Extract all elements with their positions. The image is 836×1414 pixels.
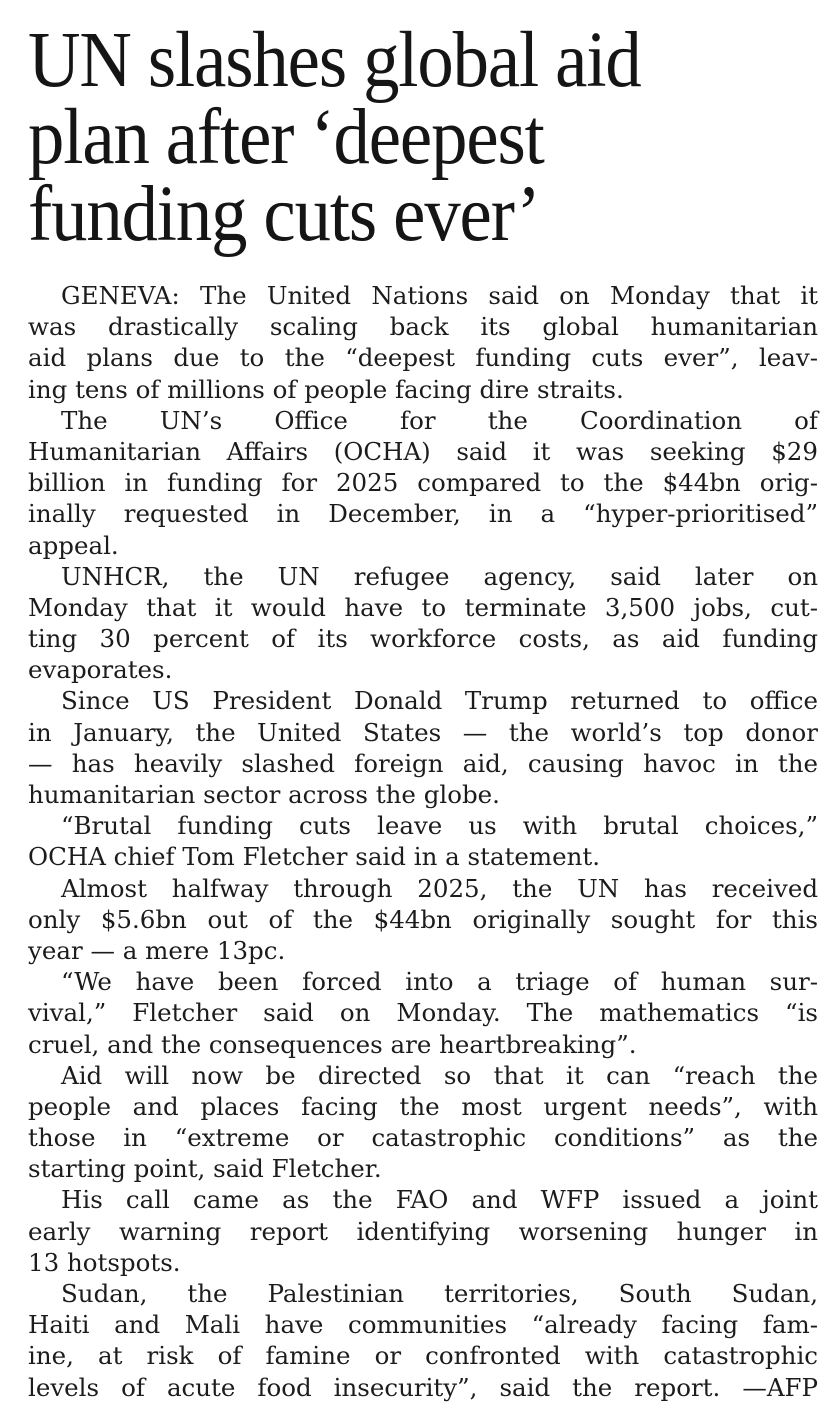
paragraph-us-cuts	[28, 685, 818, 810]
text-line: cruel, and the consequences are heartbreaking”.	[28, 1029, 637, 1059]
text-line: “We have been forced into a triage of human sur-	[61, 967, 818, 997]
text-line: was drastically scaling back its global humanitarian	[28, 312, 818, 342]
text-line: His call came as the FAO and WFP issued a joint	[61, 1185, 818, 1215]
text-line: The UN’s Office for the Coordination of	[61, 405, 818, 435]
text-line: year — a mere 13pc.	[28, 935, 286, 965]
text-line: billion in funding for 2025 compared to the $44bn orig-	[28, 468, 818, 498]
headline	[28, 0, 818, 258]
headline-line: UN slashes global aid	[28, 17, 641, 104]
text-line: GENEVA: The United Nations said on Monday that it	[61, 281, 818, 310]
text-line: UNHCR, the UN refugee agency, said later on	[61, 561, 818, 591]
text-line: “Brutal funding cuts leave us with brutal choices,”	[61, 811, 818, 841]
text-line: people and places facing the most urgent needs”, with	[28, 1091, 818, 1121]
text-line: only $5.6bn out of the $44bn originally sought for this	[28, 904, 818, 934]
headline-line: plan after ‘deepest	[28, 94, 544, 181]
text-line: early warning report identifying worsening hunger in	[28, 1216, 818, 1246]
text-line: appeal.	[28, 530, 119, 560]
paragraph-unhcr-jobs	[28, 561, 818, 686]
text-line: humanitarian sector across the globe.	[28, 780, 500, 809]
text-line: inally requested in December, in a “hyper-prioritised”	[28, 499, 818, 529]
text-line: Almost halfway through 2025, the UN has received	[61, 873, 818, 903]
text-line: aid plans due to the “deepest funding cuts ever”, leav-	[28, 343, 818, 373]
text-line: Humanitarian Affairs (OCHA) said it was seeking $29	[28, 436, 818, 466]
text-line: starting point, said Fletcher.	[28, 1154, 382, 1184]
text-line: Since US President Donald Trump returned to office	[61, 686, 818, 716]
text-line: Haiti and Mali have communities “already facing fam-	[28, 1310, 818, 1340]
paragraph-funding-received	[28, 873, 818, 967]
text-line: ting 30 percent of its workforce costs, as aid funding	[28, 624, 818, 654]
text-line: ing tens of millions of people facing dire straits.	[28, 374, 624, 404]
news-article	[28, 0, 818, 1403]
text-line: ine, at risk of famine or confronted with catastrophic	[28, 1341, 818, 1371]
text-line: vival,” Fletcher said on Monday. The mathematics “is	[28, 998, 818, 1028]
text-line: levels of acute food insecurity”, said the report. —AFP	[28, 1372, 818, 1402]
text-line: Aid will now be directed so that it can “reach the	[61, 1060, 818, 1090]
paragraph-fao-wfp-report	[28, 1184, 818, 1278]
paragraph-fletcher-quote	[28, 810, 818, 872]
paragraph-aid-direction	[28, 1060, 818, 1185]
paragraph-hotspots-famine	[28, 1278, 818, 1403]
paragraph-ocha-appeal	[28, 405, 818, 561]
article-body	[28, 280, 818, 1403]
text-line: OCHA chief Tom Fletcher said in a statement.	[28, 842, 601, 872]
text-line: 13 hotspots.	[28, 1247, 181, 1277]
headline-line: funding cuts ever’	[28, 171, 540, 258]
text-line: evaporates.	[28, 655, 173, 685]
paragraph-triage-quote	[28, 966, 818, 1060]
text-line: in January, the United States — the world’s top donor	[28, 717, 818, 747]
paragraph-dateline-intro	[28, 280, 818, 405]
text-line: those in “extreme or catastrophic conditions” as the	[28, 1123, 818, 1153]
text-line: — has heavily slashed foreign aid, causing havoc in the	[28, 748, 818, 778]
text-line: Monday that it would have to terminate 3,500 jobs, cut-	[28, 592, 818, 622]
text-line: Sudan, the Palestinian territories, South Sudan,	[61, 1279, 818, 1308]
